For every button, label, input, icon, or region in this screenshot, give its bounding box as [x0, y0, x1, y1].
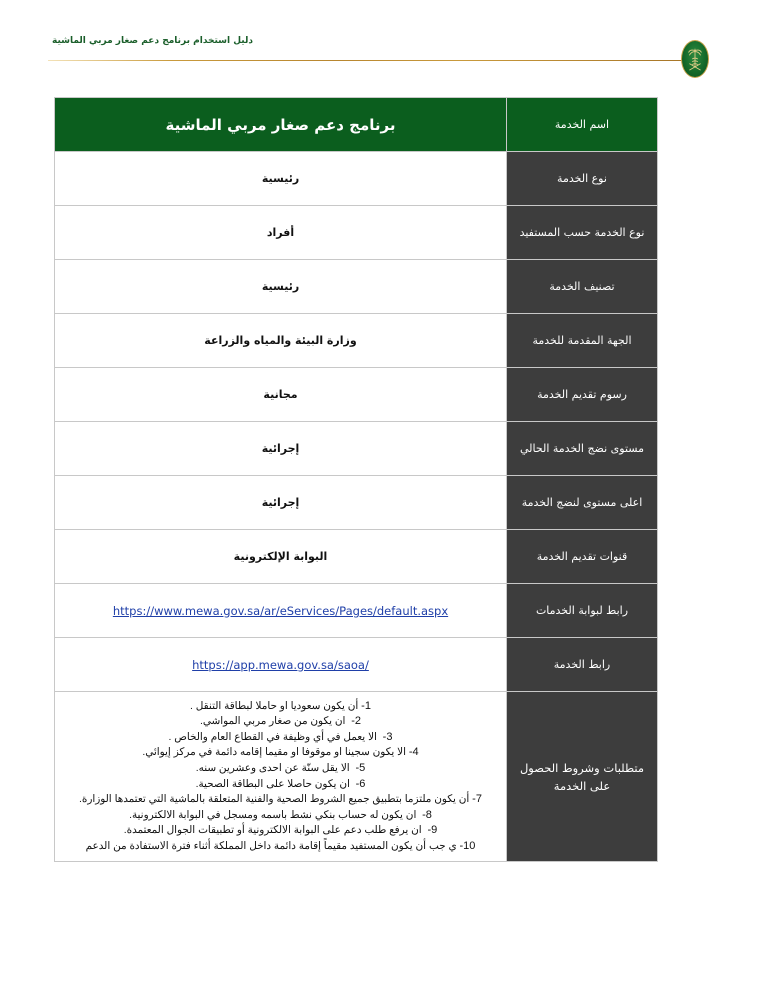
- row-value: وزارة البيئة والمياه والزراعة: [55, 314, 507, 368]
- row-value: إجرائية: [55, 476, 507, 530]
- row-label: رابط لبوابة الخدمات: [507, 584, 658, 638]
- service-link-row: [55, 638, 658, 692]
- requirements-list-cell: [55, 692, 507, 862]
- service-name-value: برنامج دعم صغار مربي الماشية: [55, 98, 507, 152]
- row-label: مستوى نضج الخدمة الحالي: [507, 422, 658, 476]
- table-row: [55, 152, 658, 206]
- requirements-list: [55, 699, 506, 855]
- requirement-item: 6- ان يكون حاصلا على البطاقة الصحية.: [195, 777, 366, 790]
- row-value: [55, 584, 507, 638]
- row-value: إجرائية: [55, 422, 507, 476]
- requirement-item: 7- أن يكون ملتزما بتطبيق جميع الشروط الصحية والفنية المتعلقة بالماشية التي تعتمدها الوزارة.: [79, 793, 482, 806]
- table-row: [55, 476, 658, 530]
- requirements-label-text: متطلبات وشروط الحصول على الخدمة: [519, 760, 645, 793]
- header-divider: [460, 60, 682, 61]
- row-label: نوع الخدمة: [507, 152, 658, 206]
- table-row: [55, 206, 658, 260]
- requirements-row: [55, 692, 658, 862]
- service-info-table: [54, 97, 658, 862]
- header-divider: [48, 60, 460, 61]
- requirement-item: 1- أن يكون سعوديا او حاملا لبطاقة التنقل .: [190, 699, 371, 712]
- service-link[interactable]: https://app.mewa.gov.sa/saoa/: [192, 657, 369, 672]
- row-value: رئيسية: [55, 152, 507, 206]
- row-label: الجهة المقدمة للخدمة: [507, 314, 658, 368]
- row-value: [55, 638, 507, 692]
- requirement-item: 5- الا يقل سنّة عن احدى وعشرين سنه.: [195, 761, 366, 774]
- row-label: قنوات تقديم الخدمة: [507, 530, 658, 584]
- service-name-row: [55, 98, 658, 152]
- row-label: نوع الخدمة حسب المستفيد: [507, 206, 658, 260]
- requirement-item: 4- الا يكون سجينا او موقوفا او مقيما إقامه دائمة في مركز إيوائي.: [142, 746, 419, 759]
- services-portal-link-row: [55, 584, 658, 638]
- row-value: مجانية: [55, 368, 507, 422]
- requirement-item: 9- ان يرفع طلب دعم على البوابة الالكترونية أو تطبيقات الجوال المعتمدة.: [123, 824, 438, 837]
- table-row: [55, 422, 658, 476]
- table-row: [55, 314, 658, 368]
- table-row: [55, 368, 658, 422]
- row-value: البوابة الإلكترونية: [55, 530, 507, 584]
- services-portal-link[interactable]: https://www.mewa.gov.sa/ar/eServices/Pages/default.aspx: [112, 603, 449, 618]
- service-name-label: اسم الخدمة: [507, 98, 658, 152]
- table-row: [55, 530, 658, 584]
- requirement-item: 8- ان يكون له حساب بنكي نشط باسمه ومسجل في البوابة الالكترونية.: [129, 808, 432, 821]
- row-label: تصنيف الخدمة: [507, 260, 658, 314]
- requirement-item: 3- الا يعمل في أي وظيفة في القطاع العام والخاص .: [168, 730, 393, 743]
- ministry-emblem-icon: [681, 40, 709, 78]
- document-header-title: دليل استخدام برنامج دعم صغار مربي الماشية: [52, 36, 253, 46]
- row-label: رابط الخدمة: [507, 638, 658, 692]
- requirement-item: 10- ي جب أن يكون المستفيد مقيماً إقامة دائمة داخل المملكة أثناء فترة الاستفادة من الدعم: [85, 839, 476, 852]
- table-row: [55, 260, 658, 314]
- requirements-label: [507, 692, 658, 862]
- row-label: اعلى مستوى لنضج الخدمة: [507, 476, 658, 530]
- requirement-item: 2- ان يكون من صغار مربي المواشي.: [199, 715, 362, 728]
- row-label: رسوم تقديم الخدمة: [507, 368, 658, 422]
- row-value: أفراد: [55, 206, 507, 260]
- row-value: رئيسية: [55, 260, 507, 314]
